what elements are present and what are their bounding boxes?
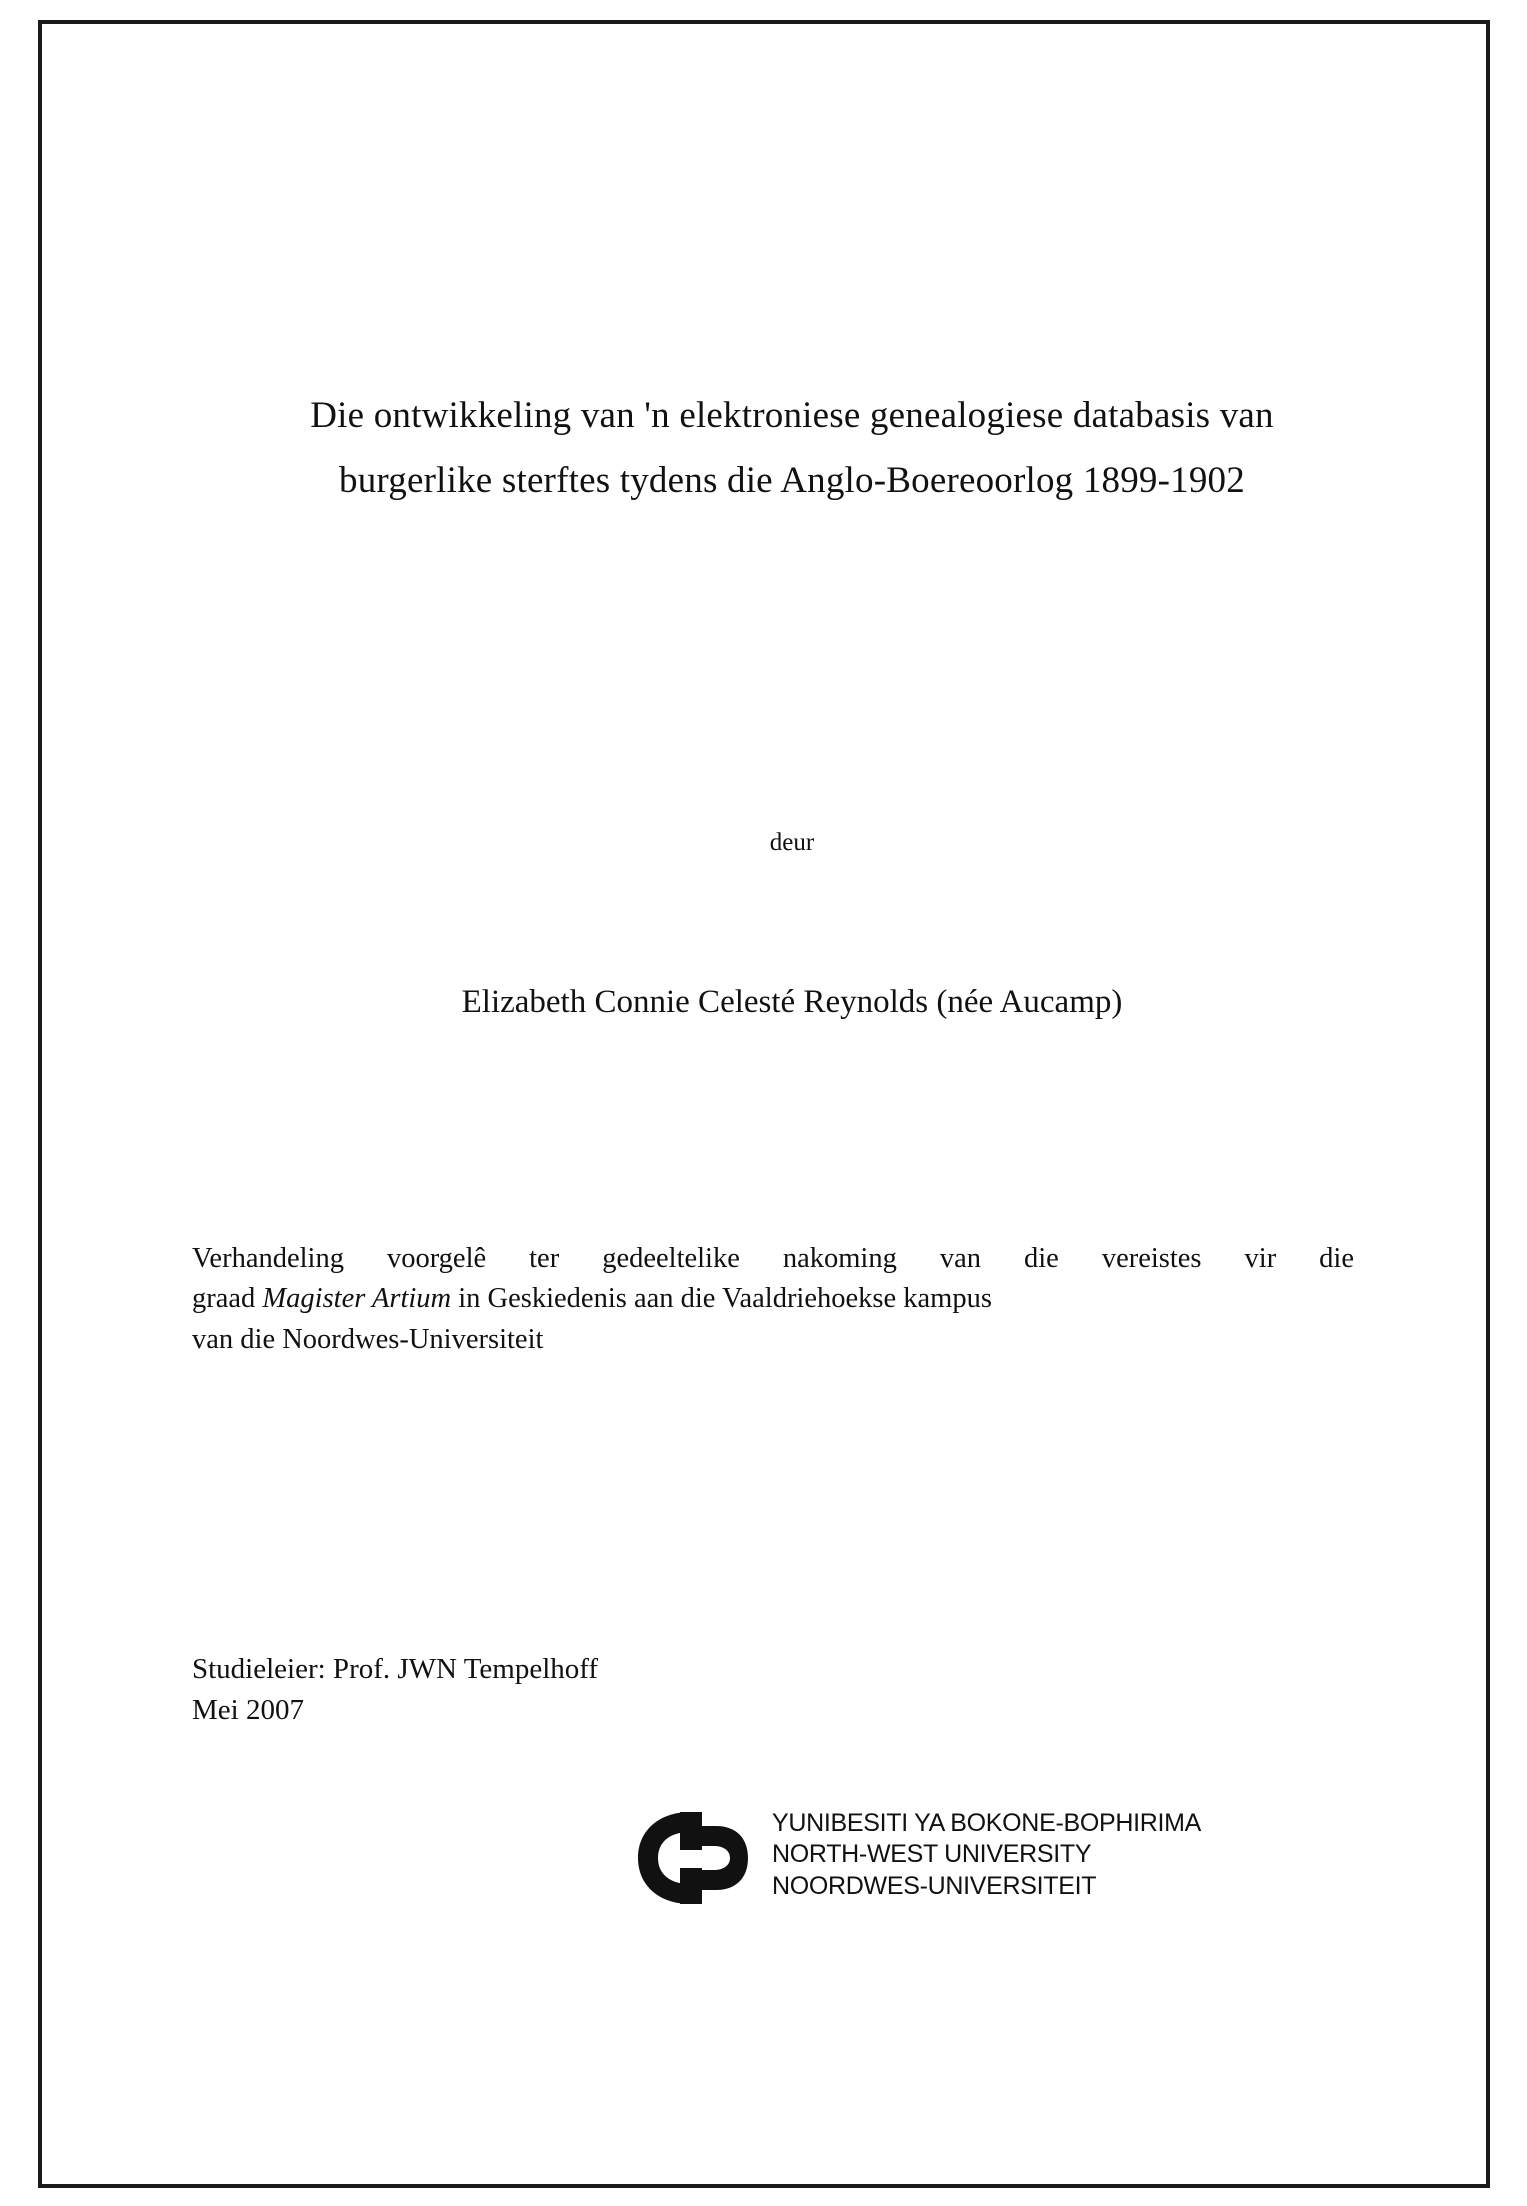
title-page-content <box>192 24 1392 2184</box>
degree-statement-line-1: Verhandeling voorgelê ter gedeeltelike nakoming van die vereistes vir die <box>192 1243 1354 1274</box>
title-line-2: burgerlike sterftes tydens die Anglo-Boereoorlog 1899-1902 <box>339 459 1245 501</box>
logo-line-setswana: YUNIBESITI YA BOKONE-BOPHIRIMA <box>772 1809 1202 1837</box>
degree-statement-line-2-prefix: graad <box>192 1283 263 1315</box>
title-line-1: Die ontwikkeling van 'n elektroniese genealogiese databasis van <box>310 395 1274 436</box>
nwu-logo-icon <box>632 1806 752 1910</box>
degree-name: Magister Artium <box>262 1283 452 1315</box>
university-logo-text <box>772 1808 1201 1902</box>
degree-statement-line-2 <box>192 1279 1354 1319</box>
submission-date: Mei 2007 <box>192 1694 304 1727</box>
page-title <box>192 384 1392 514</box>
logo-line-afrikaans: NOORDWES-UNIVERSITEIT <box>772 1871 1097 1900</box>
supervisor-name: Studieleier: Prof. JWN Tempelhoff <box>192 1653 599 1685</box>
university-logo <box>522 1802 1282 1922</box>
author-name: Elizabeth Connie Celesté Reynolds (née Aucamp) <box>461 984 1123 1020</box>
degree-statement-line-2-suffix: in Geskiedenis aan die Vaaldriehoekse kampus <box>451 1283 992 1315</box>
by-label: deur <box>769 829 815 856</box>
supervisor-block <box>192 1649 1192 1731</box>
degree-statement-line-3: van die Noordwes-Universiteit <box>192 1323 544 1355</box>
title-page-border <box>38 20 1490 2188</box>
degree-statement <box>192 1239 1354 1360</box>
logo-line-english: NORTH-WEST UNIVERSITY <box>772 1840 1092 1869</box>
